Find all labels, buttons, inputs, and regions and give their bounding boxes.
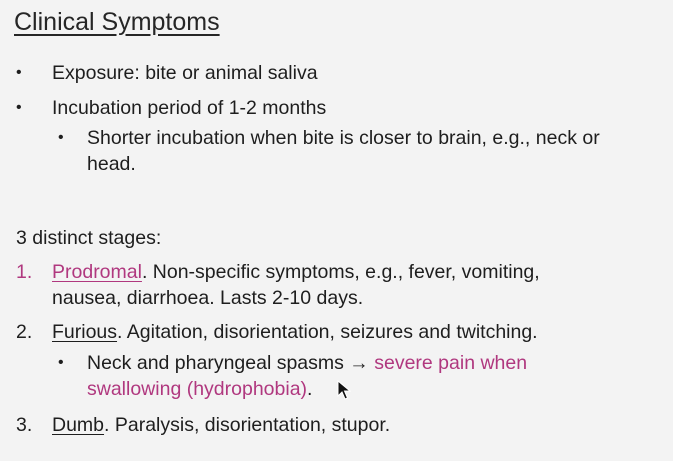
bullet-dot: • [16,64,22,81]
sub-bullet-dot: • [58,129,64,146]
bullet-exposure: Exposure: bite or animal saliva [52,62,318,84]
stage-furious [52,319,538,345]
stage-prodromal [52,259,540,285]
stage2-sub-end: . [307,378,313,400]
stage-desc: . Non-specific symptoms, e.g., fever, vomiting, [141,261,540,283]
sub-bullet-shorter-incubation-line1: Shorter incubation when bite is closer to brain, e.g., neck or [87,127,600,149]
stage-number: 1. [16,261,33,283]
sub-bullet-shorter-incubation-line2: head. [87,153,136,175]
stage2-sub-line1 [87,350,527,376]
stage-desc: . Agitation, disorientation, seizures and twitching. [117,321,538,343]
stage-name-prodromal[interactable]: Prodromal [52,261,142,283]
stage2-sub-line2 [87,376,312,402]
stage2-sub-highlight: severe pain when [374,352,528,374]
stage-number: 3. [16,414,33,436]
bullet-incubation: Incubation period of 1-2 months [52,97,327,119]
slide-title: Clinical Symptoms [14,8,220,36]
stages-heading: 3 distinct stages: [16,227,162,249]
stage-name-dumb: Dumb [52,414,105,436]
stage-name-furious: Furious [52,321,118,343]
bullet-dot: • [16,99,22,116]
stage2-sub-text: Neck and pharyngeal spasms → [87,352,375,374]
stage2-sub-highlight: swallowing (hydrophobia) [87,378,308,400]
stage-dumb [52,412,390,438]
stage-prodromal-line2: nausea, diarrhoea. Lasts 2-10 days. [52,287,364,309]
stage-number: 2. [16,321,33,343]
sub-bullet-dot: • [58,354,64,371]
stage-desc: . Paralysis, disorientation, stupor. [104,414,391,436]
mouse-pointer-icon [337,380,351,400]
